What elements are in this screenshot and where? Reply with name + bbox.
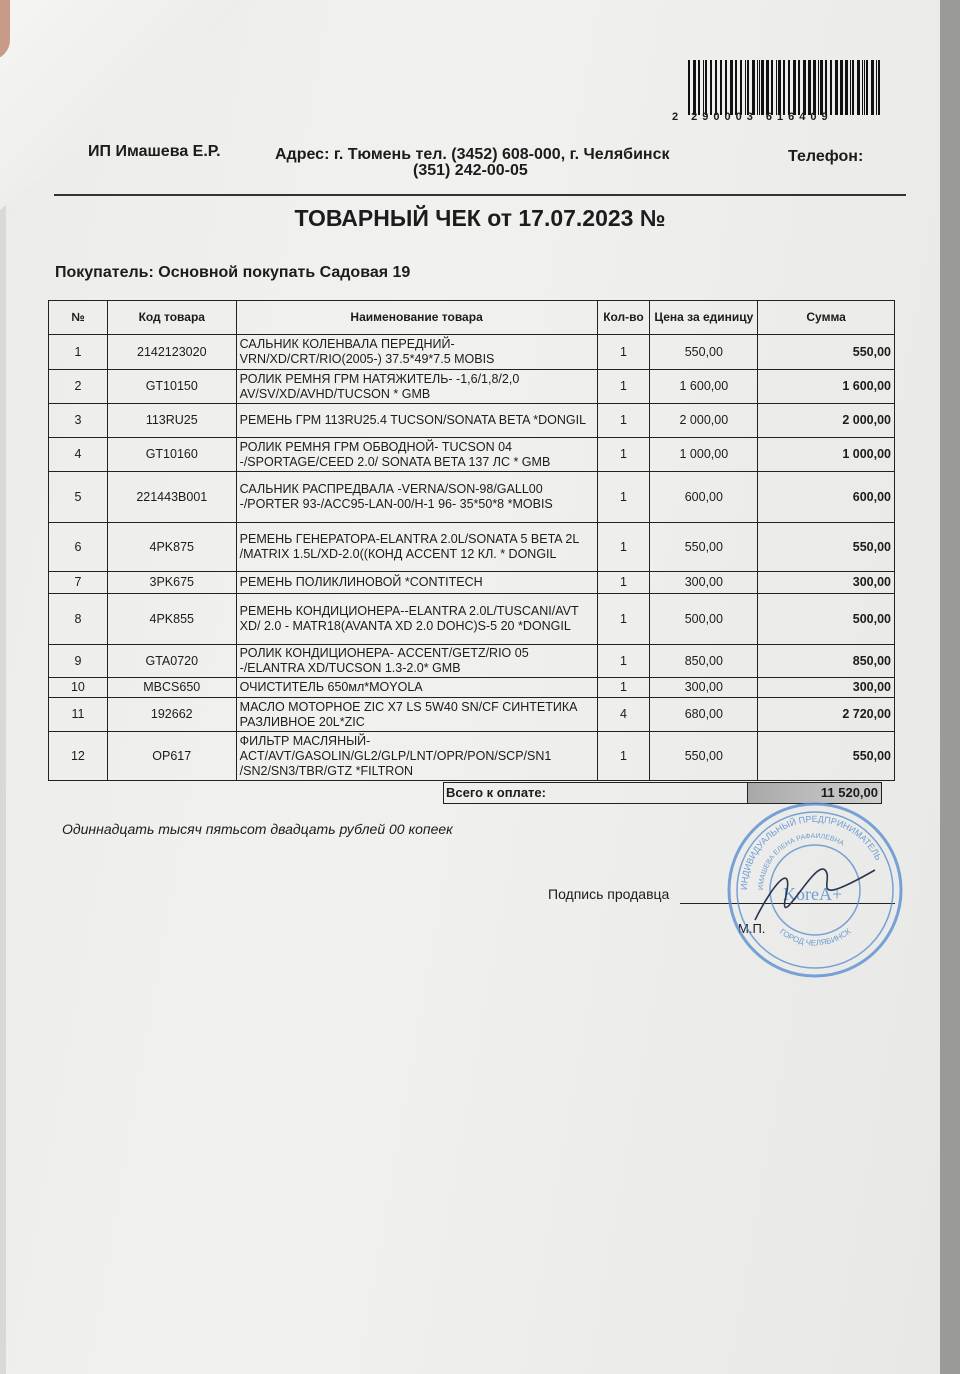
items-table — [48, 300, 895, 781]
item-price: 1 600,00 — [650, 370, 758, 404]
row-number: 9 — [49, 645, 108, 678]
amount-in-words: Одиннадцать тысяч пятьсот двадцать рублей 00 копеек — [62, 821, 453, 837]
barcode-bar — [864, 60, 865, 115]
barcode-bar — [715, 60, 717, 115]
item-name: РЕМЕНЬ КОНДИЦИОНЕРА--ELANTRA 2.0L/TUSCANI/AVT XD/ 2.0 - MATR18(AVANTA XD 2.0 DOHC)S-5 20 *DONGIL — [236, 594, 597, 645]
row-number: 8 — [49, 594, 108, 645]
item-name: РОЛИК КОНДИЦИОНЕРА- ACCENT/GETZ/RIO 05 -/ELANTRA XD/TUCSON 1.3-2.0* GMB — [236, 645, 597, 678]
barcode-bar — [693, 60, 696, 115]
barcode — [688, 60, 883, 115]
item-sum: 550,00 — [758, 335, 895, 370]
item-name: РЕМЕНЬ ГЕНЕРАТОРА-ELANTRA 2.0L/SONATA 5 BETA 2L /MATRIX 1.5L/XD-2.0((КОНД ACCENT 12 КЛ. * DONGIL — [236, 523, 597, 572]
stamp-brand: KoreA+ — [783, 884, 843, 904]
item-price: 550,00 — [650, 523, 758, 572]
item-code: 3PK675 — [107, 572, 236, 594]
barcode-bar — [761, 60, 764, 115]
header-divider — [54, 194, 906, 196]
seller-address-phone: (351) 242-00-05 — [413, 162, 528, 179]
header-sum: Сумма — [758, 301, 895, 335]
item-code: OP617 — [107, 732, 236, 781]
header-qty: Кол-во — [597, 301, 650, 335]
phone-label: Телефон: — [788, 148, 864, 165]
barcode-bar — [766, 60, 769, 115]
item-sum: 500,00 — [758, 594, 895, 645]
item-price: 600,00 — [650, 472, 758, 523]
total-label: Всего к оплате: — [446, 785, 546, 800]
item-sum: 1 600,00 — [758, 370, 895, 404]
row-number: 1 — [49, 335, 108, 370]
item-name: САЛЬНИК КОЛЕНВАЛА ПЕРЕДНИЙ-VRN/XD/CRT/RIO(2005-) 37.5*49*7.5 MOBIS — [236, 335, 597, 370]
item-sum: 300,00 — [758, 572, 895, 594]
row-number: 7 — [49, 572, 108, 594]
barcode-bar — [776, 60, 777, 115]
row-number: 6 — [49, 523, 108, 572]
item-name: ОЧИСТИТЕЛЬ 650мл*MOYOLA — [236, 678, 597, 698]
barcode-bar — [788, 60, 790, 115]
item-qty: 1 — [597, 335, 650, 370]
stamp-city-text: ГОРОД ЧЕЛЯБИНСК — [778, 926, 853, 948]
barcode-bar — [720, 60, 722, 115]
barcode-bar — [852, 60, 854, 115]
barcode-bar — [820, 60, 823, 115]
row-number: 3 — [49, 404, 108, 438]
barcode-bar — [850, 60, 851, 115]
document-title: ТОВАРНЫЙ ЧЕК от 17.07.2023 № — [294, 205, 666, 231]
item-price: 850,00 — [650, 645, 758, 678]
barcode-bar — [705, 60, 707, 115]
barcode-bar — [703, 60, 704, 115]
header-number: № — [49, 301, 108, 335]
item-qty: 1 — [597, 678, 650, 698]
buyer: Покупатель: Основной покупать Садовая 19 — [55, 264, 411, 281]
barcode-bar — [818, 60, 819, 115]
table-row — [49, 645, 895, 678]
seller-stamp — [725, 800, 905, 980]
table-row — [49, 404, 895, 438]
barcode-bar — [730, 60, 733, 115]
item-price: 680,00 — [650, 698, 758, 732]
barcode-bar — [745, 60, 746, 115]
item-code: 221443B001 — [107, 472, 236, 523]
barcode-bar — [798, 60, 800, 115]
row-number: 11 — [49, 698, 108, 732]
stamp-place-label: М.П. — [738, 921, 766, 936]
barcode-bar — [688, 60, 690, 115]
item-price: 500,00 — [650, 594, 758, 645]
item-price: 550,00 — [650, 732, 758, 781]
item-sum: 600,00 — [758, 472, 895, 523]
barcode-bar — [871, 60, 874, 115]
table-row — [49, 335, 895, 370]
barcode-bar — [752, 60, 755, 115]
item-qty: 1 — [597, 594, 650, 645]
item-code: 4PK855 — [107, 594, 236, 645]
row-number: 12 — [49, 732, 108, 781]
barcode-bar — [740, 60, 742, 115]
barcode-bar — [698, 60, 700, 115]
barcode-bar — [747, 60, 749, 115]
item-code: GT10150 — [107, 370, 236, 404]
header-code: Код товара — [107, 301, 236, 335]
barcode-bar — [778, 60, 781, 115]
item-qty: 1 — [597, 438, 650, 472]
item-price: 2 000,00 — [650, 404, 758, 438]
barcode-bar — [808, 60, 811, 115]
table-row — [49, 732, 895, 781]
item-qty: 1 — [597, 472, 650, 523]
table-row — [49, 523, 895, 572]
stamp-name-text: ИМАШЕВА ЕЛЕНА РАФАИЛЕВНА — [757, 832, 845, 891]
stamp-outer-text: ИНДИВИДУАЛЬНЫЙ ПРЕДПРИНИМАТЕЛЬ — [738, 813, 884, 891]
barcode-bar — [857, 60, 860, 115]
item-price: 1 000,00 — [650, 438, 758, 472]
table-row — [49, 678, 895, 698]
item-sum: 850,00 — [758, 645, 895, 678]
row-number: 2 — [49, 370, 108, 404]
item-qty: 1 — [597, 404, 650, 438]
table-header-row — [49, 301, 895, 335]
barcode-bar — [866, 60, 868, 115]
barcode-bar — [710, 60, 712, 115]
barcode-bar — [759, 60, 760, 115]
item-qty: 1 — [597, 370, 650, 404]
barcode-digits: 2 290003 616409 — [672, 111, 833, 123]
item-name: РЕМЕНЬ ГРМ 113RU25.4 TUCSON/SONATA BETA *DONGIL — [236, 404, 597, 438]
item-sum: 2 000,00 — [758, 404, 895, 438]
barcode-bar — [840, 60, 843, 115]
barcode-bar — [835, 60, 838, 115]
signature-label: Подпись продавца — [548, 886, 670, 902]
table-row — [49, 472, 895, 523]
item-code: GT10160 — [107, 438, 236, 472]
item-sum: 300,00 — [758, 678, 895, 698]
item-qty: 1 — [597, 732, 650, 781]
barcode-bar — [878, 60, 880, 115]
item-name: РОЛИК РЕМНЯ ГРМ НАТЯЖИТЕЛЬ- -1,6/1,8/2,0 AV/SV/XD/AVHD/TUCSON * GMB — [236, 370, 597, 404]
item-code: 4PK875 — [107, 523, 236, 572]
item-qty: 1 — [597, 572, 650, 594]
seller-address: Адрес: г. Тюмень тел. (3452) 608-000, г. Челябинск — [275, 146, 670, 163]
table-row — [49, 698, 895, 732]
barcode-bar — [757, 60, 758, 115]
barcode-bar — [803, 60, 806, 115]
item-name: ФИЛЬТР МАСЛЯНЫЙ-ACT/AVT/GASOLIN/GL2/GLP/LNT/OPR/PON/SCP/SN1 /SN2/SN3/TBR/GTZ *FILTRON — [236, 732, 597, 781]
table-row — [49, 438, 895, 472]
item-name: САЛЬНИК РАСПРЕДВАЛА -VERNA/SON-98/GALL00 -/PORTER 93-/ACC95-LAN-00/H-1 96- 35*50*8 *MOBIS — [236, 472, 597, 523]
barcode-bar — [793, 60, 796, 115]
total-value: 11 520,00 — [747, 783, 881, 803]
item-price: 300,00 — [650, 572, 758, 594]
barcode-bar — [845, 60, 848, 115]
barcode-bar — [830, 60, 832, 115]
item-sum: 2 720,00 — [758, 698, 895, 732]
barcode-bar — [725, 60, 727, 115]
item-qty: 1 — [597, 645, 650, 678]
item-code: 2142123020 — [107, 335, 236, 370]
item-sum: 1 000,00 — [758, 438, 895, 472]
item-qty: 4 — [597, 698, 650, 732]
barcode-bar — [825, 60, 827, 115]
item-name: РОЛИК РЕМНЯ ГРМ ОБВОДНОЙ- TUCSON 04 -/SPORTAGE/CEED 2.0/ SONATA BETA 137 ЛС * GMB — [236, 438, 597, 472]
table-row — [49, 370, 895, 404]
seller-name: ИП Имашева Е.Р. — [88, 143, 221, 160]
header-price: Цена за единицу — [650, 301, 758, 335]
row-number: 10 — [49, 678, 108, 698]
barcode-bar — [771, 60, 773, 115]
item-code: MBCS650 — [107, 678, 236, 698]
item-sum: 550,00 — [758, 732, 895, 781]
item-name: РЕМЕНЬ ПОЛИКЛИНОВОЙ *CONTITECH — [236, 572, 597, 594]
item-sum: 550,00 — [758, 523, 895, 572]
barcode-bar — [876, 60, 877, 115]
barcode-bar — [783, 60, 785, 115]
header-name: Наименование товара — [236, 301, 597, 335]
item-code: 113RU25 — [107, 404, 236, 438]
item-price: 300,00 — [650, 678, 758, 698]
table-row — [49, 572, 895, 594]
item-qty: 1 — [597, 523, 650, 572]
table-row — [49, 594, 895, 645]
item-name: МАСЛО МОТОРНОЕ ZIC X7 LS 5W40 SN/CF СИНТЕТИКА РАЗЛИВНОЕ 20L*ZIC — [236, 698, 597, 732]
row-number: 4 — [49, 438, 108, 472]
row-number: 5 — [49, 472, 108, 523]
item-price: 550,00 — [650, 335, 758, 370]
barcode-bar — [735, 60, 737, 115]
barcode-bar — [862, 60, 863, 115]
barcode-bar — [813, 60, 816, 115]
item-code: GTA0720 — [107, 645, 236, 678]
item-code: 192662 — [107, 698, 236, 732]
